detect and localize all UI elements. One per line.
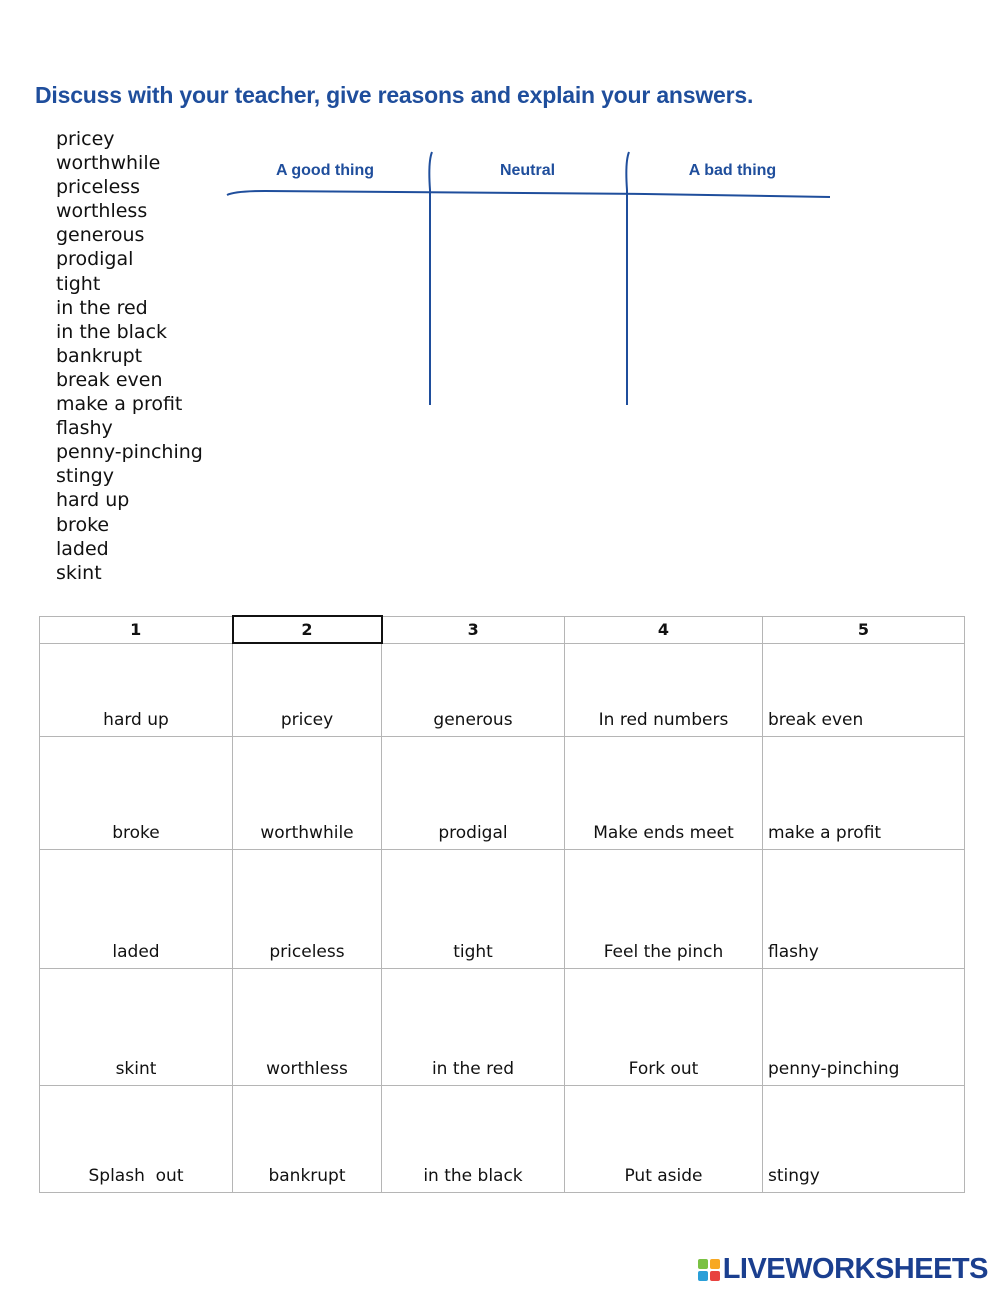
- grid-cell: make a profit: [763, 736, 965, 849]
- grid-cell: broke: [40, 736, 233, 849]
- table-row: [40, 1085, 965, 1192]
- word-item[interactable]: in the black: [56, 320, 168, 343]
- grid-cell: flashy: [763, 849, 965, 968]
- word-item[interactable]: flashy: [56, 417, 113, 440]
- grid-cell: Make ends meet: [565, 736, 763, 849]
- word-list: [56, 127, 203, 585]
- column-bad-thing[interactable]: A bad thing: [688, 162, 777, 179]
- grid-cell: worthwhile: [233, 736, 382, 849]
- word-item[interactable]: worthwhile: [56, 152, 161, 175]
- table-row: [40, 968, 965, 1085]
- grid-cell: pricey: [233, 643, 382, 736]
- logo-square: [698, 1259, 708, 1269]
- grid-header-3: 3: [382, 616, 565, 643]
- vertical-divider-left: [429, 152, 432, 405]
- word-item[interactable]: bankrupt: [56, 344, 143, 367]
- grid-cell: Put aside: [565, 1085, 763, 1192]
- logo-mark-icon: [698, 1259, 720, 1281]
- grid-cell: tight: [382, 849, 565, 968]
- grid-cell: in the black: [382, 1085, 565, 1192]
- grid-cell: Splash out: [40, 1085, 233, 1192]
- grid-cell: in the red: [382, 968, 565, 1085]
- word-item[interactable]: make a profit: [56, 393, 183, 416]
- word-item[interactable]: pricey: [56, 128, 115, 150]
- word-item[interactable]: prodigal: [56, 248, 134, 271]
- grid-cell: bankrupt: [233, 1085, 382, 1192]
- word-item[interactable]: laded: [56, 537, 109, 560]
- logo-text: LIVEWORKSHEETS: [722, 1253, 988, 1285]
- word-item[interactable]: priceless: [56, 176, 141, 199]
- vertical-divider-right: [626, 152, 629, 405]
- word-item[interactable]: break even: [56, 368, 163, 391]
- table-row: [40, 736, 965, 849]
- grid-cell: hard up: [40, 643, 233, 736]
- sorting-chart-lines: [225, 150, 835, 410]
- grid-header-5: 5: [763, 616, 965, 643]
- grid-cell: laded: [40, 849, 233, 968]
- grid-header-2[interactable]: 2: [233, 616, 382, 643]
- grid-cell: generous: [382, 643, 565, 736]
- logo-square: [710, 1259, 720, 1269]
- bingo-grid: [39, 615, 965, 1193]
- column-neutral[interactable]: Neutral: [499, 162, 556, 179]
- word-item[interactable]: in the red: [56, 296, 148, 319]
- grid-cell: Fork out: [565, 968, 763, 1085]
- grid-cell: prodigal: [382, 736, 565, 849]
- grid-cell: break even: [763, 643, 965, 736]
- column-good-thing[interactable]: A good thing: [275, 162, 375, 179]
- liveworksheets-logo: [698, 1253, 988, 1286]
- grid-cell: worthless: [233, 968, 382, 1085]
- word-item[interactable]: stingy: [56, 465, 114, 488]
- table-row: [40, 643, 965, 736]
- grid-cell: In red numbers: [565, 643, 763, 736]
- logo-square: [710, 1271, 720, 1281]
- logo-square: [698, 1271, 708, 1281]
- grid-cell: skint: [40, 968, 233, 1085]
- grid-header-row: [40, 616, 965, 643]
- grid-header-1: 1: [40, 616, 233, 643]
- table-row: [40, 849, 965, 968]
- sorting-chart: [225, 150, 835, 410]
- word-item[interactable]: worthless: [56, 200, 148, 223]
- grid-cell: stingy: [763, 1085, 965, 1192]
- instruction-heading: Discuss with your teacher, give reasons and explain your answers.: [35, 82, 754, 108]
- grid-cell: priceless: [233, 849, 382, 968]
- grid-cell: Feel the pinch: [565, 849, 763, 968]
- grid-header-4: 4: [565, 616, 763, 643]
- word-item[interactable]: broke: [56, 513, 110, 536]
- word-item[interactable]: hard up: [56, 489, 130, 512]
- grid-cell: penny-pinching: [763, 968, 965, 1085]
- word-item[interactable]: tight: [56, 272, 101, 295]
- word-item[interactable]: penny-pinching: [56, 441, 203, 464]
- word-item[interactable]: skint: [56, 561, 102, 584]
- horizontal-divider: [227, 191, 830, 197]
- word-item[interactable]: generous: [56, 224, 145, 247]
